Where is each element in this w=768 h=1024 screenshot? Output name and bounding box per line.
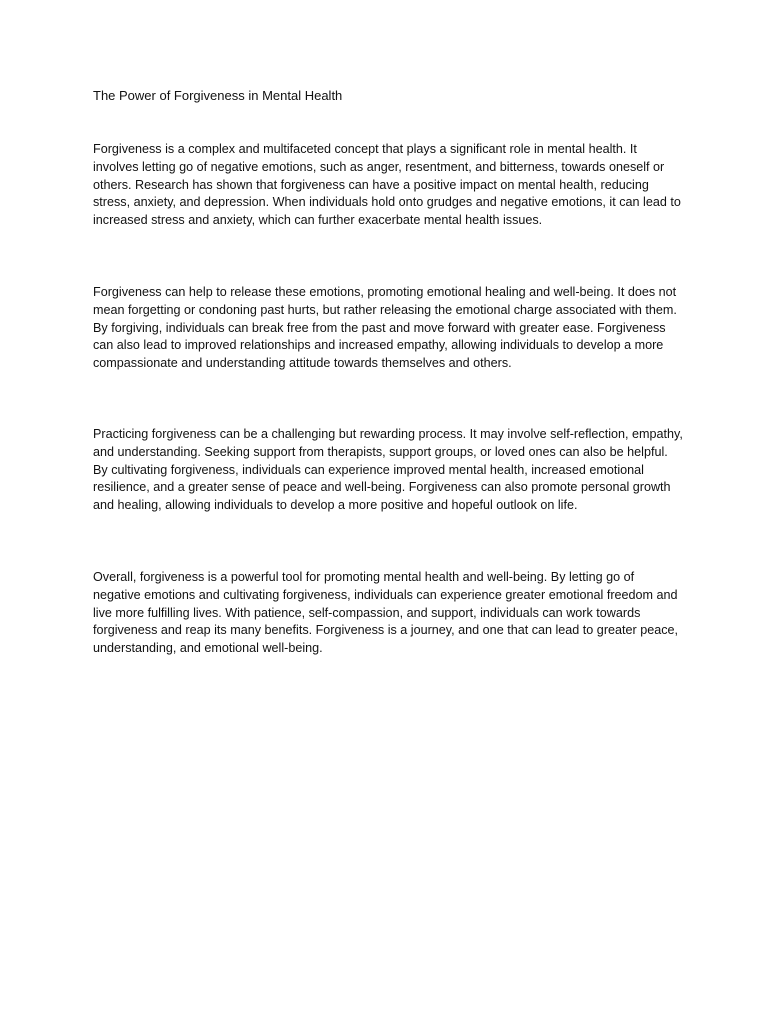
paragraph-3: Practicing forgiveness can be a challenging but rewarding process. It may involve self-reflection, empathy, and understanding. Seeking support from therapists, support groups, or loved ones can also be helpful. By cultivating forgiveness, individuals can experience improved mental health, increased emotional resilience, and a greater sense of peace and well-being. Forgiveness can also promote personal growth and healing, allowing individuals to develop a more positive and hopeful outlook on life. — [93, 427, 683, 513]
paragraph-4: Overall, forgiveness is a powerful tool for promoting mental health and well-being. By letting go of negative emotions and cultivating forgiveness, individuals can experience greater emotional freedom and live more fulfilling lives. With patience, self-compassion, and support, individuals can work towards forgiveness and reap its many benefits. Forgiveness is a journey, and one that can lead to greater peace, understanding, and emotional well-being. — [93, 570, 679, 656]
paragraph-2: Forgiveness can help to release these emotions, promoting emotional healing and well-being. It does not mean forgetting or condoning past hurts, but rather releasing the emotional charge associated with them. By forgiving, individuals can break free from the past and move forward with greater ease. Forgiveness can also lead to improved relationships and increased empathy, allowing individuals to develop a more compassionate and understanding attitude towards themselves and others. — [93, 285, 677, 371]
paragraph-1: Forgiveness is a complex and multifaceted concept that plays a significant role in mental health. It involves letting go of negative emotions, such as anger, resentment, and bitterness, towards oneself or others. Research has shown that forgiveness can have a positive impact on mental health, reducing stress, anxiety, and depression. When individuals hold onto grudges and negative emotions, it can lead to increased stress and anxiety, which can further exacerbate mental health issues. — [93, 142, 681, 228]
document-title: The Power of Forgiveness in Mental Health — [93, 88, 343, 103]
